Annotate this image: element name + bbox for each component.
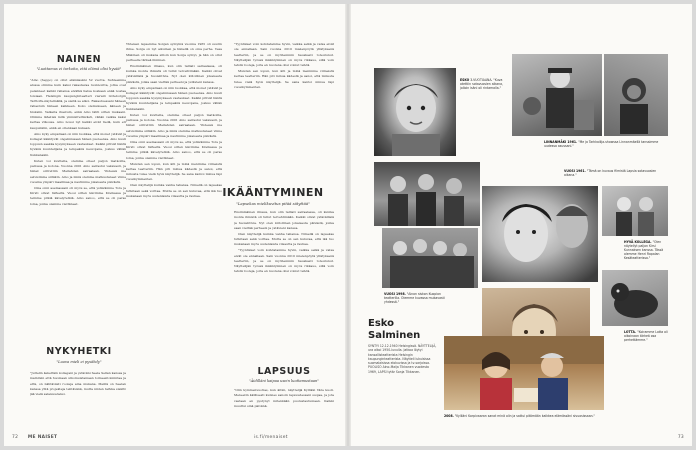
paragraph: Kuten voi kuvitella, olemme olleet paljon matkoilla, pallossa ja kotona. Vuonna 2001 Aino sairastui vakavasti, ja hänet siirrettiin Meilahden sairaalaan. Yhdessä me selvisimme siitäkin. Aino ja minä olemme matkustaneet viime vuosina ympäri maailmaa ja nautimme jokaisesta päivästä. [30, 158, 126, 184]
paragraph: "Tyyntäiset voin kohdatamme hyvin, vaikka selkä ja vatsa eivät ole ennallaan. Sain vuonna 2010 mielenpöytä yllätyksenä teatteriin, ja se on myöhemmin hauskasti toteutunut. Näyttelijän työssä ikääntyminen on myös rikkaus, sillä voin tehdä rooleja, joita en nuorena olisi voinut tehdä. [234, 248, 334, 274]
paragraph: Aino kyky empatiaan on niin luokkaa, että monet ystävät ja kollegat kääntyvät ongelmissaan hänen puoleensa. Aino kuuli loppuun saakka kysymykseen vastaukset. Kaikki pitivät häntä hyvänä kuuntelijana ja lempeänä neuvojana, joskus vähän tiukkanakin. [126, 85, 222, 111]
folio-left [12, 435, 57, 440]
photo-kollega-small [602, 186, 668, 236]
paragraph: Ensimmäinen ilmaus, kun olin talliati sairaalassa, oli kuinka monta ihmistä oli tullut tervehtimään. Kaikki olivat ystävällisiä ja huolehtivia. Nyt olen kiitollinen jokaisesta päivästä, jonka saan viettää perheeni ja ystävieni kanssa. [126, 63, 222, 84]
paragraph: Muistan sen lopun, kun äiti ja minä menimme viimeistä kertaa teatteriin. Hän piti minua kädestä ja sanoi, että minusta tulee vielä hyvä näyttelijä. Se sana kantoi minua läpi vuosikymmenten. [234, 69, 334, 89]
magazine-name: ME NAISET [27, 435, 58, 440]
folio-center-url: is.fi/menaiset [254, 435, 288, 440]
photo-2008-color [444, 336, 604, 410]
profile-text: SYNTYI 12.12.1940 Helsingissä. NÄYTTELIJÄ, ura alkoi 1950-luvulla. Jatkoa löytyi kansallisteatterista Helsingin kaupunginteatterista. Näytteli lukuisissa suomalaisissa elokuvissa ja tv-sarjoissa. PUOLISO Aino-Maija Tikkanen vuodesta 1969, LAPSI tytär Sonja Tikkanen. [368, 344, 437, 374]
paragraph: Muistan sen lopun, kun äiti ja minä menimme viimeistä kertaa teatteriin. Hän piti minua kädestä ja sanoi, että minusta tulee vielä hyvä näyttelijä. Se sana kantoi minua läpi vuosikymmenten. [126, 161, 222, 182]
paragraph: Olen näyttelijä kuinka vanha tahansa. Nimellä on lapsekas tutkitaan sekä voittaa. Mutta se on sen kuluvaa, että ikä tuo mukanaan myös uudenlaista viisautta ja rauhaa. [234, 231, 334, 247]
section-heading-lapsuus: LAPSUUS [257, 366, 311, 377]
page-number-right: 73 [677, 435, 684, 440]
photo-dog-svg [602, 270, 668, 326]
profile-name-first: Esko [368, 318, 395, 329]
section-heading-naisen: NAINEN [56, 54, 102, 65]
text-column-1b [30, 371, 126, 431]
magazine-spread [4, 4, 692, 446]
photo-film-svg [374, 162, 480, 226]
caption-lotta: LOTTA. "Koiramme Lotta oli aikoinaan tärkeä osa perhettämme." [624, 330, 668, 343]
paragraph: "Juttelin äskettäin kollegani ja ystäväni Seela Sellan kanssa ja mainitsin että huomaan ulkomuistamaan toimeentoimintaa ja että, on nähtävästi rooleja aina mukana. Meillä on Seelan kanssa yhtä projekteja tehtävänä, mutta niiden tarkka sisältö jää vielä salaisuudeksi. [30, 371, 126, 397]
photo-film-still-group [374, 162, 480, 226]
photo-kollega-closeup [482, 186, 598, 282]
photo-closeup-svg [482, 186, 598, 282]
paragraph: Ensimmäinen ilmaus, kun olin talliati sairaalassa, oli kuinka monta ihmistä oli tullut tervehtimään. Kaikki olivat ystävällisiä ja huolehtivia. Nyt olen kiitollinen jokaisesta päivästä, jonka saan viettää perheeni ja ystävieni kanssa. [234, 210, 334, 230]
text-column-3b [234, 210, 334, 360]
caption-child: ESKO 3-VUOTIAANA. "Kuva otettiin sotavuosien aikana, jolloin isäni oli rintamalla." [460, 78, 503, 91]
profile-box [368, 318, 438, 374]
section-heading-ikaantyminen: IKÄÄNTYMINEN [222, 186, 324, 199]
photo-group-1998 [382, 228, 478, 288]
paragraph: Oma onni asemassani oli myös se, että ystävämme Tore ja Kirsti olivat tärkeitä. Vuosi sitten kävimme Kreikassa ja teimme pitkiä kävelyretkiä. Aino sanoo, että se oli paras loma, jonka olemme viettäneet. [126, 139, 222, 160]
photo-linnanmaki-svg [512, 54, 602, 136]
photo-group-svg [382, 228, 478, 288]
caption-2008: 2008. "Kylliäni Korpivaaran sanat minä olin ja sattui pitämään kaikkea elämässäni sivuosissaan." [444, 414, 595, 418]
photo-monkey-svg [604, 54, 668, 136]
page-number-left: 72 [12, 435, 19, 440]
caption-1998: VUOSI 1998. "Ainon siskon Kuopion teatterilla. Olemme kuvassa mukavasti yhdessä." [384, 292, 445, 305]
section-subtitle-lapsuus: "Äidilläni kaipaa usein luottamustaan" [249, 379, 319, 383]
section-subtitle-naisen: "Luottamus ei tarkoita, että elämä olisi hyvää" [36, 67, 122, 71]
text-column-1 [30, 78, 126, 326]
paragraph: Kuten voi kuvitella, olemme olleet paljon matkoilla, pallossa ja kotona. Vuonna 2001 Aino sairastui vakavasti, ja hänet siirrettiin Meilahden sairaalaan. Yhdessä me selvisimme siitäkin. Aino ja minä olemme matkustaneet viime vuosina ympäri maailmaa ja nautimme jokaisesta päivästä. [126, 112, 222, 138]
paragraph: "Olin kymmenvuotias, kun äitini, näyttelijä Kyllikki Väre kuoli. Meneetin äkillisesti kunnes sanoin lapsuudessani suojaa, ja jota vastaan en pystynyt mitenkään puolustautumaan. Kaikki muuttui sinä päivänä. [234, 388, 334, 408]
caption-kollega: HYVÄ KOLLEGA. "Olen näytellyt paljon Kirsi Kunnaksen kanssa. Tässä olemme Henri Rapalan Kesäteatterissa." [624, 240, 664, 261]
photo-child-svg [374, 68, 456, 156]
photo-linnanmaki-monkey [604, 54, 668, 136]
paragraph: Olen näyttelijä kuinka vanha tahansa. Nimellä on lapsekas tutkitaan sekä voittaa. Mutta se on sen kuluvaa, että ikä tuo mukanaan myös uudenlaista viisautta ja rauhaa. [126, 183, 222, 198]
paragraph: Aino kyky empatiaan on niin luokkaa, että monet ystävät ja kollegat kääntyvät ongelmissaan hänen puoleensa. Aino kuuli loppuun saakka kysymykseen vastaukset. Kaikki pitivät häntä hyvänä kuuntelijana ja lempeänä neuvojana, joskus vähän tiukkanakin. [30, 131, 126, 157]
photo-linnanmaki [512, 54, 602, 136]
photo-dog-lotta [602, 270, 668, 326]
paragraph: "Tyyntäiset voin kohdatamme hyvin, vaikka selkä ja vatsa eivät ole ennallaan. Sain vuonna 2010 mielenpöytä yllätyksenä teatteriin, ja se on myöhemmin hauskasti toteutunut. Näyttelijän työssä ikääntyminen on myös rikkaus, sillä voin tehdä rooleja, joita en nuorena olisi voinut tehdä. [234, 42, 334, 68]
photo-2008-svg [444, 336, 604, 410]
text-column-3 [234, 42, 334, 182]
profile-name-last: Salminen [368, 329, 421, 341]
text-column-4 [234, 388, 334, 436]
section-subtitle-nykyhetki: "Luova mieli ei pysähdy" [56, 360, 102, 364]
caption-1961: VUOSI 1961. "Tämä on kuvaus filmistä Lapsia sotavuosien aikana." [564, 169, 657, 178]
text-column-2 [126, 42, 222, 380]
page-spine [345, 4, 351, 446]
paragraph: "Aino (Seppo) on ollut elämässäni 52 vuotta. Suhteemme alussa olimme kuin kaksi rakastavaa luonnontta, jotka ovat pelanneet kaikki rahansa eivätkä halua koskaan enää nostaa toisiaan. Helsingin kaupunginteatteri vieraili Göteborgin Tarttoffe-näytelmällä, ja sieltä se alkoi. Rakastuessani häneen rahastuin häneen kaikkeen. Koko olemukseen, ääneen ja hiuksiin. Valkeita ihastuin, enkä Aino lähti sitten mukaani. Olimme lähetisä mitä ymmärrettävästi, vähän vaikka kaksi kertaa viikossa. Aino nousi nyt kaikki eivät tiedä, kuin eri kaupunkiin, enkä en ollenkaan kukaan. [30, 78, 126, 130]
photo-kollega-small-svg [602, 186, 668, 236]
section-heading-nykyhetki: NYKYHETKI [46, 346, 112, 357]
paragraph: Oma onni asemassani oli myös se, että ystävämme Tore ja Kirsti olivat tärkeitä. Vuosi sitten kävimme Kreikassa ja teimme pitkiä kävelyretkiä. Aino sanoo, että se oli paras loma, jonka olemme viettäneet. [30, 185, 126, 206]
caption-linnanmaki: LINNANMÄKI 1961. "Me ja Tarkkailija-showssa Linnanmäellä tanssimme uudessa asussani." [544, 140, 659, 149]
section-subtitle-ikaantyminen: "Lapsekas mielikuvitus pitää sätyttää" [236, 201, 310, 206]
photo-child-esko [374, 68, 456, 156]
paragraph: Yhteisen lapsemme Sonjan syntymä vuonna 1965 oli suurin ihme. Sonja on nyt aikuinen ja hänellä on oma perhe. Vesa Mäkinen oli mukana silloin kun Sonja syntyi, ja hän on ollut perheelle tärkeä ihminen. [126, 42, 222, 62]
